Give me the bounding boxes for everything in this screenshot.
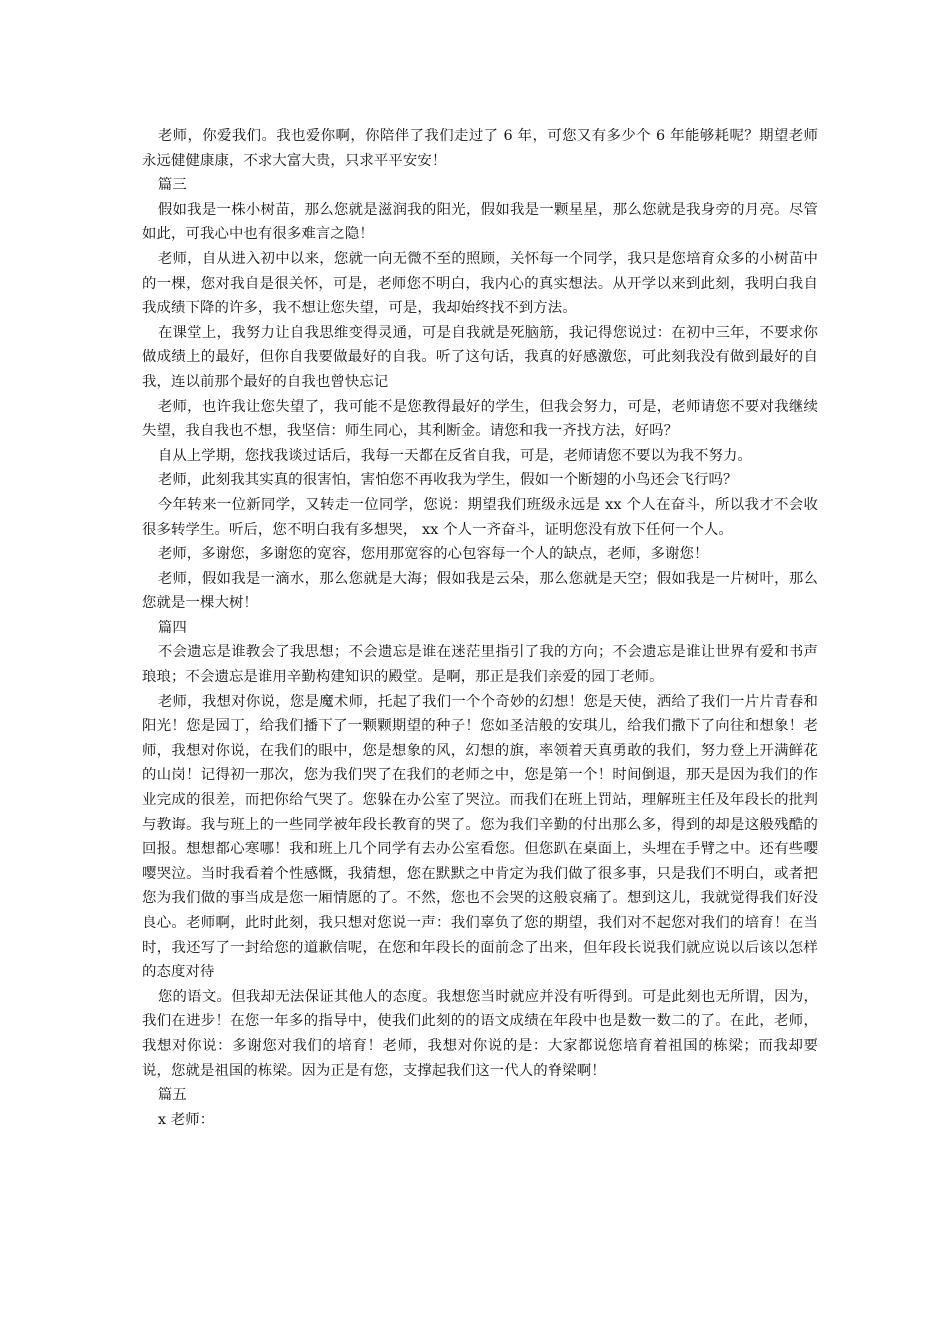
document-page (142, 124, 818, 1132)
paragraph: 今年转来一位新同学，又转走一位同学，您说：期望我们班级永远是 xx 个人在奋斗，所以我才不会收很多转学生。听后，您不明白我有多想哭， xx 个人一齐奋斗，证明您没有放下任何一个人。 (142, 496, 818, 538)
paragraph: 老师，也许我让您失望了，我可能不是您教得最好的学生，但我会努力，可是，老师请您不要对我继续失望，我自我也不想，我坚信：师生同心，其利断金。请您和我一齐找方法，好吗？ (142, 398, 818, 440)
paragraph: 老师，假如我是一滴水，那么您就是大海；假如我是云朵，那么您就是天空；假如我是一片树叶，那么您就是一棵大树！ (142, 570, 818, 612)
paragraph: 不会遗忘是谁教会了我思想；不会遗忘是谁在迷茫里指引了我的方向；不会遗忘是谁让世界有爱和书声琅琅；不会遗忘是谁用辛勤构建知识的殿堂。是啊，那正是我们亲爱的园丁老师。 (142, 644, 818, 686)
salutation: x 老师： (157, 1111, 215, 1128)
paragraph: 老师，我想对你说，您是魔术师，托起了我们一个个奇妙的幻想！您是天使，洒给了我们一片片青春和阳光！您是园丁，给我们播下了一颗颗期望的种子！您如圣洁般的安琪儿，给我们撒下了向往和想象！老师，我想对你说，在我们的眼中，您是想象的风，幻想的旗，率领着天真勇敢的我们，努力登上开满鲜花的山岗！记得初一那次，您为我们哭了在我们的老师之中，您是第一个！时间倒退，那天是因为我们的作业完成的很差，而把你给气哭了。您躲在办公室了哭泣。而我们在班上罚站，理解班主任及年段长的批判与教诲。我与班上的一些同学被年段长教育的哭了。您为我们辛勤的付出那么多，得到的却是这般残酷的回报。想想都心寒哪！我和班上几个同学有去办公室看您。但您趴在桌面上，头埋在手臂之中。还有些嘤嘤哭泣。当时我看着个性感慨，我猜想，您在默默之中肯定为我们做了很多事，只是我们不明白，或者把您为我们做的事当成是您一厢情愿的了。不然，您也不会哭的这般哀痛了。想到这儿，我就觉得我们好没良心。老师啊，此时此刻，我只想对您说一声：我们辜负了您的期望，我们对不起您对我们的培育！在当时，我还写了一封给您的道歉信呢，在您和年段长的面前念了出来，但年段长说我们就应说以后该以怎样的态度对待 (142, 693, 818, 981)
section-heading: 篇三 (157, 177, 187, 194)
section-heading: 篇四 (157, 619, 187, 636)
paragraph: 您的语文。但我却无法保证其他人的态度。我想您当时就应并没有听得到。可是此刻也无所谓，因为，我们在进步！在您一年多的指导中，使我们此刻的的语文成绩在年段中也是数一数二的了。在此，老师，我想对你说：多谢您对我们的培育！老师，我想对你说的是：大家都说您培育着祖国的栋梁；而我却要说，您就是祖国的栋梁。因为正是有您，支撑起我们这一代人的脊梁啊！ (142, 988, 818, 1079)
paragraph: 自从上学期，您找我谈过话后，我每一天都在反省自我，可是，老师请您不要以为我不努力。 (157, 447, 752, 464)
section-heading: 篇五 (157, 1087, 187, 1104)
paragraph: 假如我是一株小树苗，那么您就是滋润我的阳光，假如我是一颗星星，那么您就是我身旁的月亮。尽管如此，可我心中也有很多难言之隐！ (142, 201, 818, 243)
paragraph: 老师，自从进入初中以来，您就一向无微不至的照顾，关怀每一个同学，我只是您培育众多的小树苗中的一棵，您对我自是很关怀，可是，老师您不明白，我内心的真实想法。从开学以来到此刻，我明白我自我成绩下降的许多，我不想让您失望，可是，我却始终找不到方法。 (142, 250, 818, 317)
paragraph: 老师，多谢您，多谢您的宽容，您用那宽容的心包容每一个人的缺点，老师，多谢您！ (157, 546, 709, 563)
paragraph: 老师，你爱我们。我也爱你啊，你陪伴了我们走过了 6 年，可您又有多少个 6 年能够耗呢？期望老师永远健健康康，不求大富大贵，只求平平安安！ (142, 128, 818, 169)
paragraph: 在课堂上，我努力让自我思维变得灵通，可是自我就是死脑筋，我记得您说过：在初中三年，不要求你做成绩上的最好，但你自我要做最好的自我。听了这句话，我真的好感激您，可此刻我没有做到最好的自我，连以前那个最好的自我也曾快忘记 (142, 324, 818, 390)
paragraph: 老师，此刻我其实真的很害怕，害怕您不再收我为学生，假如一个断翅的小鸟还会飞行吗？ (157, 472, 738, 489)
